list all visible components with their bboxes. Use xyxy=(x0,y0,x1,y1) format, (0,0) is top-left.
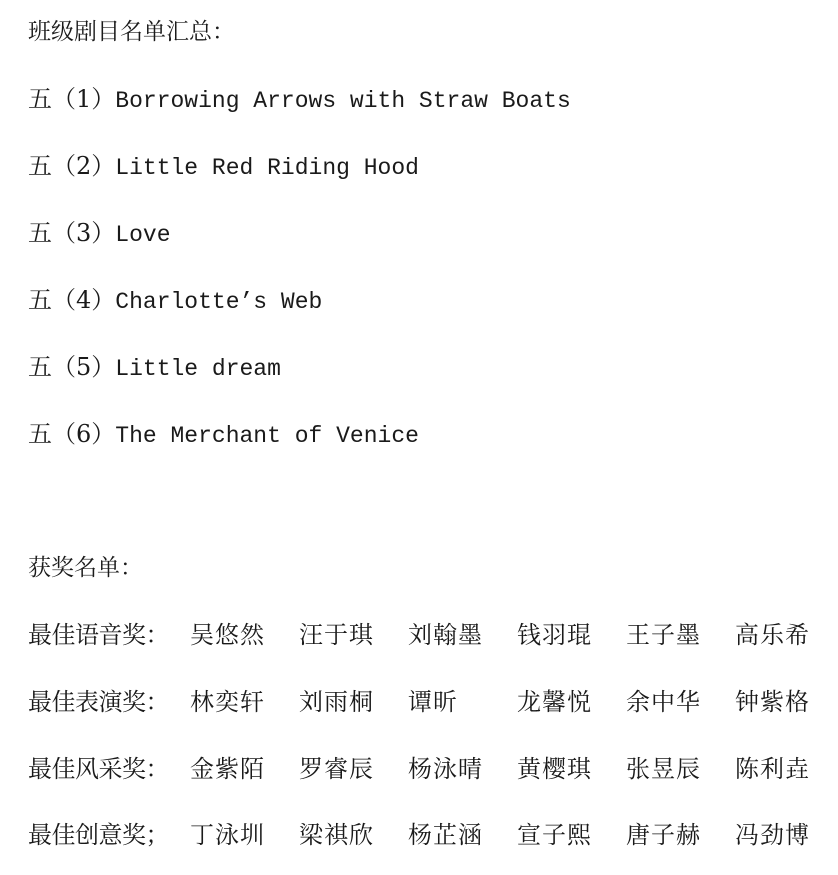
award-name: 宣子熙 xyxy=(517,821,592,849)
play-class: 五（3） xyxy=(28,219,116,247)
award-name: 张昱辰 xyxy=(626,755,701,783)
play-title: Little dream xyxy=(115,356,281,382)
award-name: 龙馨悦 xyxy=(517,688,592,716)
play-item xyxy=(28,216,171,250)
award-name: 王子墨 xyxy=(626,621,701,649)
award-name: 吴悠然 xyxy=(190,621,265,649)
play-title: The Merchant of Venice xyxy=(115,423,419,449)
play-class: 五（2） xyxy=(28,152,116,180)
award-name: 钟紫格 xyxy=(735,688,810,716)
award-name: 杨泳晴 xyxy=(408,755,483,783)
award-name: 钱羽琨 xyxy=(517,621,592,649)
award-row xyxy=(28,684,810,720)
award-name: 陈利垚 xyxy=(735,755,810,783)
award-name: 金紫陌 xyxy=(190,755,265,783)
play-item xyxy=(28,82,571,116)
award-name: 余中华 xyxy=(626,688,701,716)
award-name: 杨芷涵 xyxy=(408,821,483,849)
award-name: 梁祺欣 xyxy=(299,821,374,849)
award-name: 冯劲博 xyxy=(735,821,810,849)
awards-heading: 获奖名单： xyxy=(28,555,143,581)
plays-heading: 班级剧目名单汇总： xyxy=(28,19,235,45)
play-item xyxy=(28,350,281,384)
award-name: 罗睿辰 xyxy=(299,755,374,783)
award-name: 汪于琪 xyxy=(299,621,374,649)
award-label: 最佳表演奖： xyxy=(28,688,169,716)
award-row xyxy=(28,817,810,853)
award-label: 最佳语音奖： xyxy=(28,621,169,649)
play-title: Charlotte’s Web xyxy=(115,289,323,315)
play-class: 五（6） xyxy=(28,420,116,448)
award-name: 黄樱琪 xyxy=(517,755,592,783)
award-name: 刘雨桐 xyxy=(299,688,374,716)
play-item xyxy=(28,283,322,317)
play-title: Little Red Riding Hood xyxy=(115,155,419,181)
award-label: 最佳创意奖； xyxy=(28,821,169,849)
play-item xyxy=(28,149,419,183)
play-class: 五（1） xyxy=(28,85,116,113)
award-row xyxy=(28,751,810,787)
play-item xyxy=(28,417,419,451)
award-name: 丁泳圳 xyxy=(190,821,265,849)
award-name: 刘翰墨 xyxy=(408,621,483,649)
award-name: 谭昕 xyxy=(408,688,458,716)
play-class: 五（4） xyxy=(28,286,116,314)
award-name: 林奕轩 xyxy=(190,688,265,716)
play-class: 五（5） xyxy=(28,353,116,381)
play-title: Love xyxy=(115,222,171,248)
award-name: 高乐希 xyxy=(735,621,810,649)
award-label: 最佳风采奖： xyxy=(28,755,169,783)
play-title: Borrowing Arrows with Straw Boats xyxy=(115,88,571,114)
award-row xyxy=(28,617,810,653)
award-name: 唐子赫 xyxy=(626,821,701,849)
